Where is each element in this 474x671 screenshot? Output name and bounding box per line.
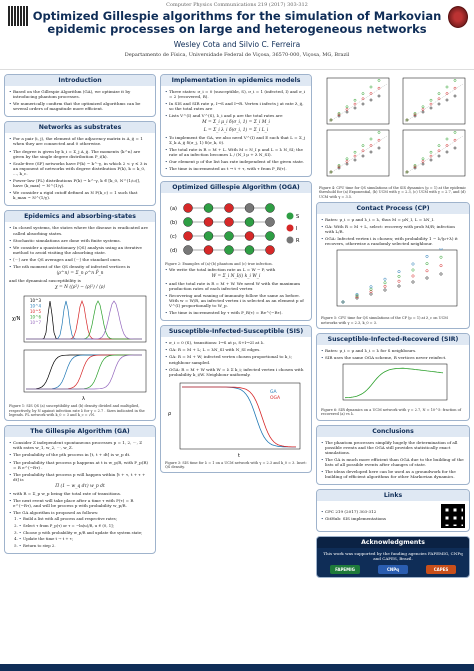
list-item: • OGA: Infected vertex i is chosen; with probability 1 − λ/(μ+λ) it recovers, otherwise a randomly selected neighbour. [321,236,465,246]
equation: Π (1 − w_q dτ) w_p dt [55,483,105,489]
panel-label: (c) [170,234,177,241]
list-item: • The next event will take place after a time τ with P(τ) = R e^(−Rτ), and will be process p with probability w_p/R. [9,498,151,508]
data-point [430,103,432,105]
sis-section [160,325,312,473]
list-item: • The time is incremented as t → t + τ, with τ from P_R(τ). [165,166,307,171]
data-point [384,289,386,291]
figure-caption: Figure 5: CPU time for QS simulations of the CP (μ = 1) at λ_c on UCM networks with γ = 2.3, k_0 = 3. [321,316,448,325]
legend-r: R [296,238,300,245]
data-point [354,159,356,161]
section-title: Links [317,490,469,501]
section-title: Implementation in epidemics models [161,75,311,86]
algorithm-step: • 4. Update the time t → t + τ; [19,537,151,542]
data-point [346,111,348,113]
axes-frame [343,364,447,400]
algorithm-step: • 3. Choose p with probability w_p/R and update the system state; [19,531,151,536]
data-point [430,159,432,161]
list-item: • The probability of the pth process in [t, t + dt] is w_p dt. [9,452,151,457]
axis-label: t [238,452,240,459]
data-point [412,281,414,283]
figure-1-chart [10,292,150,402]
oga-section [160,181,312,321]
axis-label: λ [82,396,85,403]
network-node [184,218,193,227]
network-node [266,204,275,213]
network-node [245,204,254,213]
list-item: • Rates: μ_i = μ and λ_i = λ, thus M = μN_I, L = λN_I. [321,217,465,222]
section-title: Susceptible-Infected-Recovered (SIR) [317,334,469,345]
network-node [184,246,193,255]
equation: W = Σ_i N_I(i) k_i W_i [211,273,261,279]
intro-section [4,74,156,117]
equation: ⟨ρ^n⟩ = Σ_n ρ^n P̄_n [56,271,104,277]
series-line [26,355,142,389]
data-point [422,163,424,165]
authors: Wesley Cota and Silvio C. Ferreira [173,40,301,49]
figure-6-chart [333,362,453,406]
data-point [438,103,440,105]
data-point [440,265,442,267]
list-item: • We numerically confirm that the optimized algorithms can be several orders of magnitude more efficient. [9,101,151,111]
data-point [346,163,348,165]
data-point [426,263,428,265]
figure-5-chart [323,248,463,314]
list-item: • Rates: μ_i = μ and λ_i = λ for S neighbours. [321,348,465,353]
list-item: • Based on the Gillespie Algorithm (GA), we optimize it by introducing phantom processes. [9,89,151,99]
column-3 [316,74,470,582]
data-point [440,273,442,275]
list-item: • Power-law (PL) distributions P(k) ~ k^-γ, k ∈ [k_0, N^(1/ω)], have ⟨k_max⟩ ~ N^(1/γ). [9,178,151,188]
figure-caption: Figure 1: SIS QS (a) susceptibility and (b) density divided and multiplied, respectively, by N against infection rate λ for γ = 2.7 . Sizes indicated in the legends. PL network with k_0 = 3 and k_c = √N. [9,404,145,417]
legend-entry: OGA [270,395,281,401]
guide-line [329,84,387,122]
data-point [346,160,348,162]
list-item: • OGA: R = M + W with W = λ Σ k_i; infected vertex i chosen with probability k_i/W. Neighbour uniformly. [165,367,307,377]
data-point [378,147,380,149]
data-point [426,270,428,272]
data-point [440,256,442,258]
network-node [245,246,254,255]
legend-entry: 10^6 [30,314,41,320]
network-node [204,218,213,227]
ga-section [4,425,156,554]
data-point [370,286,372,288]
panel-label: (a) [170,206,177,213]
data-point [378,131,380,133]
data-point [398,280,400,282]
data-point [378,95,380,97]
network-node [266,218,275,227]
figure-caption: Figure 6: SIR dynamics on a UCM network with γ = 2.7, N = 10^5: fraction of recovered (a) vs λ. [321,408,462,417]
data-point [412,263,414,265]
list-item: • We consider a quasistationary (QS) analysis using an iterative method to avoid visiting the absorbing state. [9,245,151,255]
data-point [430,155,432,157]
network-node [204,232,213,241]
legend-entry: GA [270,389,277,395]
axis-label: χ/N [12,316,21,323]
section-title: Networks as substrates [5,122,155,133]
sir-section [316,333,470,421]
series-line [26,355,142,389]
series-line [345,368,443,398]
list-item: • To implement the GA, we also need V^(I) and E such that L = Σ_j Σ_k A_ij δ(σ_j, 1) δ(σ_k, 0). [165,135,307,145]
network-node [266,246,275,255]
list-item: • The total rate is R = M + L. With M = N_I μ and L = λ N_SI; the rate of an infection becomes L / (N_I μ + λ N_SI). [165,147,307,157]
algorithm-step: • 1. Build a list with all process and respective rates; [19,517,151,522]
list-item: • The probability that process p will happen within [t + τ, t + τ + dt] is [9,472,151,482]
panel-label: (b) [170,220,178,227]
axes-frame [24,296,146,342]
figure-3-chart [166,379,306,459]
list-item: • The GA algorithm is proposed as follows: [9,510,151,515]
data-point [412,269,414,271]
data-point [426,256,428,258]
list-item: • GA: R = M + W; infected vertex chosen proportional to k_i; neighbour sampled. [165,354,307,364]
data-point [440,248,442,250]
data-point [354,155,356,157]
section-title: Conclusions [317,426,469,437]
list-item: • Consider Z independent spontaneous processes p = 1, 2, ···, Z with rates w_1, w_2, ···, w_Z. [9,440,151,450]
data-point [446,138,448,140]
list-item: • For a pair (i, j), the element of the adjacency matrix is A_ij = 1 when they are connected and 0 otherwise. [9,136,151,146]
data-point [446,151,448,153]
data-point [354,107,356,109]
axes-frame [180,383,300,449]
list-item: • We write the total infection rate as L = W − P, with [165,267,307,272]
data-point [384,286,386,288]
data-point [422,158,424,160]
poster-title: Optimized Gillespie algorithms for the simulation of Markovian epidemic processes on large and heterogeneous networks [32,9,442,36]
data-point [454,95,456,97]
data-point [412,275,414,277]
network-node [225,218,234,227]
capes-logo-icon: CAPES [426,565,456,574]
data-point [354,103,356,105]
section-title: Epidemics and absorbing-states [5,211,155,222]
poster-header [0,0,474,70]
data-point [354,151,356,153]
list-item: • Our element p of the list has rate independent of the given state. [165,159,307,164]
list-item: • The GA is much more efficient than OGA due to the building of the lists of all possible events after changes of state. [321,457,465,467]
axes-frame [337,250,457,306]
data-point [370,99,372,101]
figure-4-chart [317,76,469,184]
list-item: • The probability that process p happens at t is w_p/R, with P_p(R) = R e^(−Rτ) . [9,460,151,470]
cnpq-logo-icon: CNPq [378,565,408,574]
algorithm-step: • 5. Return to step 2. [19,544,151,549]
data-point [454,79,456,81]
link-github[interactable]: • GitHub: SIS implementations [321,516,386,521]
network-node [245,232,254,241]
list-item: • GA: With R = M + L, select: recovery with prob M/R; infection with L/R. [321,224,465,234]
university-seal-icon [448,6,468,28]
journal-ref: Computer Physics Communications 219 (2017) 303-312 [166,2,308,8]
data-point [422,160,424,162]
list-item: • In closed systems, the states where the disease is eradicated are called absorbing states. [9,225,151,235]
data-point [378,79,380,81]
list-item: • SIR uses the same OGA scheme, R vertices never reinfect. [321,355,465,360]
section-title: Introduction [5,75,155,86]
networks-section [4,121,156,206]
equation: L = Σ_i λ_i δ(σ_i, 1) = Σ_i L_i [203,127,269,133]
data-point [362,103,364,105]
section-title: Contact Process (CP) [317,203,469,214]
list-item: • We consider a rigid cutoff defined as N P(k_c) = 1 such that k_max ~ N^(1/γ). [9,190,151,200]
figure-caption: Figure 2: Examples of (a)-(b) phantom and (c) true infection. [165,262,273,267]
data-point [398,271,400,273]
data-point [454,147,456,149]
network-node [204,204,213,213]
data-point [438,145,440,147]
implementation-section [160,74,312,177]
network-node [266,232,275,241]
data-point [398,285,400,287]
data-point [362,155,364,157]
network-node [225,232,234,241]
footer-bar [0,664,474,671]
list-item: • Scale-free (SF) networks have P(k) ~ k^-γ, in which 2 < γ ≤ 3 is an exponent of networks with degree distribution P(k), k = k_0, ..., k_c. [9,161,151,176]
data-point [370,291,372,293]
conclusions-section [316,425,470,486]
list-item: • Stochastic simulations are done with finite systems. [9,238,151,243]
data-point [362,145,364,147]
series-line [26,355,142,389]
axis-label: ρ [168,410,172,417]
algorithm-step: • 2. Select τ from P_p(τ) or τ = −ln(u)/R, u ∈ (0, 1]; [19,524,151,529]
epidemics-section [4,210,156,421]
data-point [446,99,448,101]
column-2 [160,74,312,477]
list-item: • Recovering and waning of immunity follow the same as before. With w = W/R, an infected vertex i is selected as an element p of V^(I) proportionally to W_p. [165,293,307,308]
list-item: • The degree is given by k_i = Σ_j A_ij. The moments ⟨k^n⟩ are given by the single degree distribution P_i(k). [9,149,151,159]
list-item: • In SIS and SIR rate μ, I→S and I→R. Vertex i infects j at rate λ_ij, so the total rates are [165,101,307,111]
list-item: • Lists V^(I) and V^(S), λ_i and μ are the total rates are [165,113,307,118]
figure-caption: Figure 3: SIS time for λ = 1 on a UCM network with γ = 2.3 and k_0 = 3. Inset: QS density. [165,460,307,470]
list-item: • σ_i = 0 (S), transitions: I→S at μ, S+I→2I at λ. [165,340,307,345]
ack-text: This work was supported by the funding agencies FAPEMIG, CNPq and CAPES, Brazil. [323,551,463,562]
affiliation: Departamento de Física, Universidade Federal de Viçosa, 36570-000, Viçosa, MG, Brazil [124,52,350,58]
data-point [370,151,372,153]
list-item: • GA: R = M + L; L = λN_SI with N_SI edges. [165,347,307,352]
figure-2-diagram [166,198,306,260]
data-point [426,277,428,279]
data-point [370,288,372,290]
data-point [398,276,400,278]
network-node [225,204,234,213]
legend-entry: 10^7 [30,320,41,326]
network-node [204,246,213,255]
data-point [446,86,448,88]
data-point [384,282,386,284]
guide-line [405,136,463,174]
axes-frame [24,350,146,392]
column-1 [4,74,156,558]
network-node [245,218,254,227]
text: and the dynamical susceptibility is [9,278,81,284]
data-point [438,93,440,95]
list-item: • Three states: σ_i = 0 (susceptible, S), σ_i = 1 (infected, I) and σ_i = 2 (recovered, R). [165,89,307,99]
data-point [438,155,440,157]
network-node [184,204,193,213]
data-point [422,108,424,110]
list-item: • The time is incremented by τ with P_R(τ) = Re^(−Rτ). [165,310,307,315]
panel-label: (d) [170,248,178,255]
qr-code-icon[interactable] [441,504,465,528]
guide-line [329,136,387,174]
list-item: • ⟨···⟩ are the QS averages and ⟨···⟩ the standard ones. [9,257,151,262]
fapemig-logo-icon: FAPEMIG [330,565,360,574]
section-title: Optimized Gillespie Algorithm (OGA) [161,182,311,193]
data-point [370,86,372,88]
list-item: • The phantom processes simplify hugely the determination of all possible events and the OGA still provides statistically exact simulations. [321,440,465,455]
section-title: Susceptible-Infected-Susceptible (SIS) [161,326,311,337]
list-item: • and the total rate is R = M + W. We need W with the maximum production rates of each infected vertex [165,281,307,291]
equation: χ = N (⟨ρ²⟩ − ⟨ρ⟩²) / ⟨ρ⟩ [54,285,106,291]
series-line [26,355,142,389]
data-point [384,278,386,280]
qr-code-icon [8,6,28,26]
legend-entry: 10^5 [30,309,41,315]
data-point [346,106,348,108]
guide-line [405,84,463,122]
links-section [316,489,470,532]
data-point [430,107,432,109]
equation: M = Σ_i μ_i δ(σ_i, 1) = Σ_i M_i [202,120,270,126]
network-node [184,232,193,241]
data-point [354,99,356,101]
data-point [346,158,348,160]
list-item: • The nth moment of the QS density of infected vertices is [9,264,151,269]
data-point [422,111,424,113]
legend-i: I [296,226,298,233]
data-point [422,106,424,108]
list-item: • with R = Σ_p w_p being the total rate of transitions. [9,491,151,496]
list-item: • The ideas developed here can be used as a groundwork for the building of efficient algorithms for other Markovian dynamics. [321,469,465,479]
section-title: The Gillespie Algorithm (GA) [5,426,155,437]
network-node [225,246,234,255]
legend-entry: 10^4 [30,303,41,309]
legend-entry: 10^3 [30,298,41,304]
data-point [370,138,372,140]
data-point [362,93,364,95]
legend-s: S [296,214,300,221]
section-title: Acknowledgments [317,537,469,548]
data-point [430,99,432,101]
data-point [342,301,344,303]
acknowledgments-section [316,536,470,577]
data-point [346,108,348,110]
data-point [370,293,372,295]
data-point [430,151,432,153]
series-line [26,355,142,389]
data-point [454,131,456,133]
series-line [26,301,142,339]
cp-section [316,202,470,329]
link-cpc[interactable]: • CPC 219 (2017) 303-312 [321,509,386,514]
figure-caption: Figure 4: CPU time for QS simulations of the SIS dynamics (μ = 1) at the epidemic threshold for (a) Exponential, (b) UCM with γ = 2.3, (c) UCM with γ = 2.7, and (d) UCM with γ = 3.5. [319,186,467,199]
